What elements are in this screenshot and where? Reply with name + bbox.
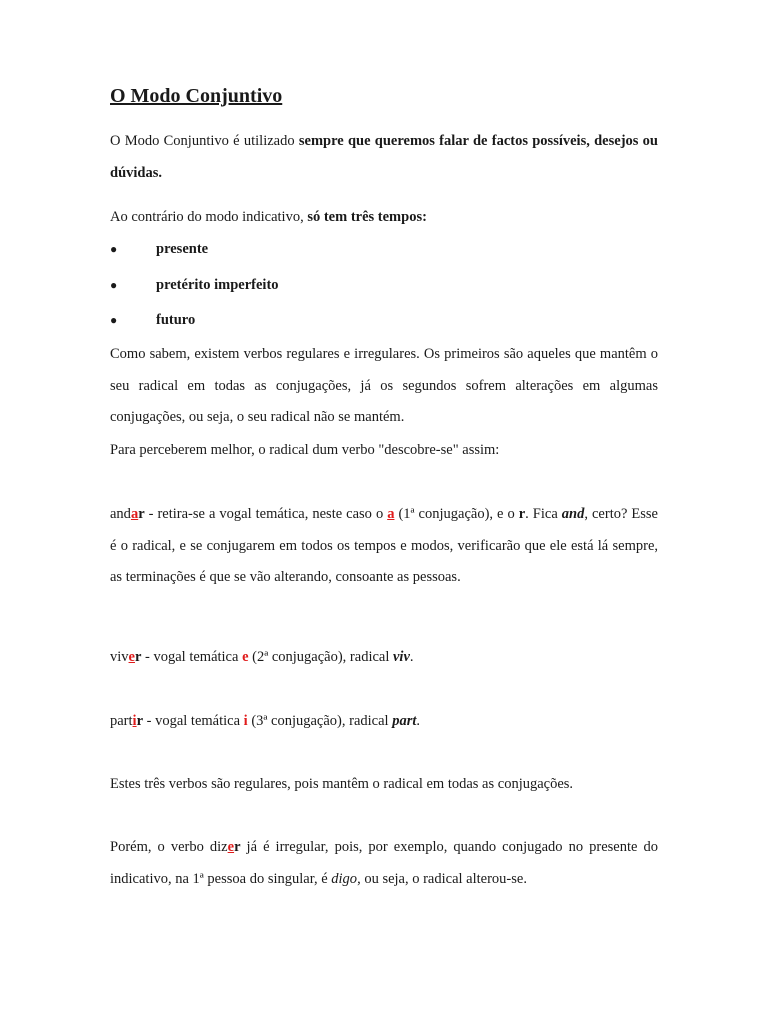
andar-paragraph xyxy=(110,499,658,594)
viver-paragraph xyxy=(110,642,658,674)
viver-radical: viv xyxy=(393,649,410,665)
contrary-paragraph xyxy=(110,202,658,234)
dizer-text-2: já é irregular, pois, por exemplo, quando conjugado no presente do indicativo, na 1ª pessoa do singular, é xyxy=(110,839,658,887)
dizer-paragraph xyxy=(110,832,658,895)
andar-radical: and xyxy=(561,506,585,522)
andar-verb-end: r xyxy=(138,506,145,522)
dizer-verb-vowel: e xyxy=(227,839,235,855)
andar-text-1: - retira-se a vogal temática, neste caso o xyxy=(144,506,388,522)
bullet-icon: ● xyxy=(110,242,118,256)
regular-summary: Estes três verbos são regulares, pois mantêm o radical em todas as conjugações. xyxy=(110,776,574,792)
andar-text-2: (1ª conjugação), e o xyxy=(394,506,519,522)
andar-text-4: , certo? Esse é o radical, e se conjugarem em todos os tempos e modos, verificarão que ele está lá sempre, as terminações é que se vão alterando, consoante as pessoas. xyxy=(110,506,658,585)
viver-verb-start: viv xyxy=(110,649,129,665)
page-title: O Modo Conjuntivo xyxy=(110,85,283,107)
partir-verb-start: part xyxy=(110,713,133,729)
contrary-text: Ao contrário do modo indicativo, xyxy=(110,209,308,225)
andar-verb-vowel: a xyxy=(130,506,139,522)
andar-text-3: . Fica xyxy=(525,506,562,522)
tense-list xyxy=(110,232,658,339)
bullet-icon: ● xyxy=(110,277,118,292)
regular-paragraph: Como sabem, existem verbos regulares e irregulares. Os primeiros são aqueles que mantêm o seu radical em todas as conjugações, já os segundos sofrem alterações em algumas conjugações, ou seja, o seu radical não se mantém. xyxy=(110,346,658,425)
viver-text-1: - vogal temática xyxy=(141,649,243,665)
intro-bold: sempre que queremos falar de factos possíveis, desejos ou dúvidas. xyxy=(110,133,658,181)
dizer-form: digo xyxy=(331,870,358,887)
viver-vowel: e xyxy=(242,649,249,665)
list-item xyxy=(110,268,658,304)
dizer-verb-start: diz xyxy=(209,839,228,855)
partir-text-3: . xyxy=(416,713,420,729)
bullet-icon: ● xyxy=(110,313,118,327)
partir-vowel: i xyxy=(243,713,248,729)
list-item xyxy=(110,232,658,268)
tense-label: pretérito imperfeito xyxy=(156,276,279,293)
andar-vowel: a xyxy=(387,506,395,522)
partir-verb-vowel: i xyxy=(132,713,137,729)
viver-verb-end: r xyxy=(134,649,142,665)
andar-verb-start: and xyxy=(110,506,131,522)
tense-label: futuro xyxy=(156,312,196,328)
partir-radical: part xyxy=(392,713,417,729)
contrary-bold: só tem três tempos: xyxy=(307,209,427,225)
tense-label: presente xyxy=(156,241,209,257)
intro-text: O Modo Conjuntivo é utilizado xyxy=(110,133,299,149)
viver-text-3: . xyxy=(409,649,414,665)
partir-text-2: (3ª conjugação), radical xyxy=(247,713,393,729)
dizer-text-1: Porém, o verbo xyxy=(110,839,210,855)
viver-text-2: (2ª conjugação), radical xyxy=(248,649,393,665)
andar-r: r xyxy=(518,506,526,522)
dizer-text-3: , ou seja, o radical alterou-se. xyxy=(357,870,527,887)
partir-text-1: - vogal temática xyxy=(143,713,244,729)
radical-intro: Para perceberem melhor, o radical dum verbo "descobre-se" assim: xyxy=(110,442,500,458)
list-item xyxy=(110,303,658,339)
intro-paragraph xyxy=(110,126,658,189)
viver-verb-vowel: e xyxy=(128,649,135,665)
partir-paragraph xyxy=(110,706,658,738)
dizer-verb-end: r xyxy=(234,839,241,855)
partir-verb-end: r xyxy=(136,713,144,729)
